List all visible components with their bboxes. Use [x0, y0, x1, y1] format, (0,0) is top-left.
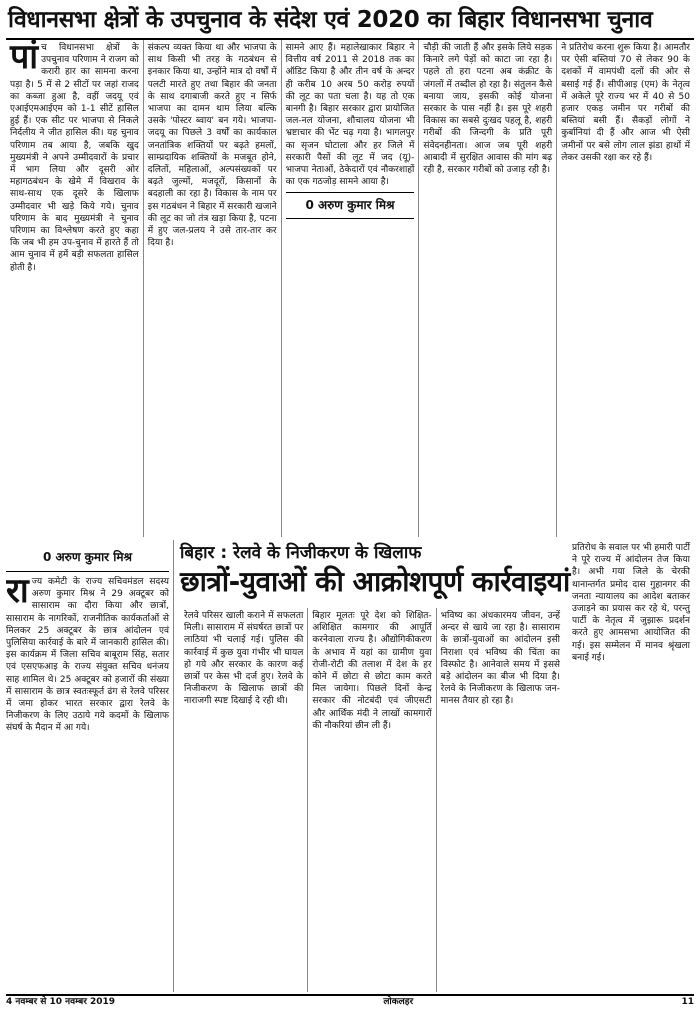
bottom-article-text-3: भविष्य का अंधकारमय जीवन, उन्हें अन्दर से खाये जा रहा है। सासाराम के छात्रों-युवाओं का आंदोलन इसी निराशा एवं भविष्य की चिंता का विस्फोट है। आनेवाले समय में इससे बड़े आंदोलन का बीज भी दिया है। रेलवे के निजीकरण के खिलाफ जन-मानस तैयार हो रहा है। — [440, 611, 560, 707]
bottom-article-column-2 — [308, 608, 436, 992]
lead-article-column-3 — [282, 40, 420, 537]
lead-byline: 0 अरुण कुमार मिश्र — [286, 192, 415, 218]
lead-article-text-2: संकल्प व्यक्त किया था और भाजपा के साथ किसी भी तरह के गठबंधन से इनकार किया था, उन्होंने मात्र दो वर्षों में पलटी मारते हुए तथा बिहार की जनता के साथ दगाबाजी करते हुए न सिर्फ भाजपा का दामन थाम लिया बल्कि उसके 'पोस्टर ब्वाय' बन गये। भाजपा-जदयू का पिछले 3 वर्षों का कार्यकाल जनतांत्रिक शक्तियों पर बढ़ते हमलों, साम्प्रदायिक शक्तियों के मजबूत होने, दलितों, महिलाओं, अल्पसंख्यकों पर बढ़ते जुल्मों, मजदूरों, किसानों के बदहाली का रहा है। विकास के नाम पर इस गठबंधन ने बिहार में सरकारी खजाने की लूट का जो तंत्र खड़ा किया है, पटना में हुए जल-प्रलय ने उसे तार-तार कर दिया है। — [147, 43, 277, 249]
lead-article — [6, 40, 694, 537]
side-article — [568, 540, 694, 992]
article-kicker: बिहार : रेलवे के निजीकरण के खिलाफ — [180, 543, 422, 563]
lead-article-text-4: चौड़ी की जाती हैं और इसके लिये सड़क किनारे लगे पेड़ों को काटा जा रहा है। पहले तो हरा पटना अब कंक्रीट के जंगलों में तब्दील हो रहा है। संतुलन कैसे बनाया जाय, इसकी कोई योजना सरकार के पास नहीं है। इस पूरे शहरी विकास का सबसे दुःखद पहलू है, शहरी गरीबों की जिन्दगी के प्रति पूरी संवेदनहीनता। आज जब पूरी शहरी आबादी में सुरक्षित आवास की मांग बढ़ रही है, सरकार गरीबों को उजाड़ रही है। — [423, 43, 553, 176]
lead-article-column-1 — [6, 40, 144, 537]
lead-article-text-5: ने प्रतिरोध करना शुरू किया है। आमतौर पर ऐसी बस्तियां 70 से लेकर 90 के दशकों में वामपंथी दलों की ओर से बसाई गई हैं। सीपीआइ (एम) के नेतृत्व में अकेले पूरे राज्य भर में 40 से 50 हजार एकड़ जमीन पर गरीबों की बस्तियां बसी हैं। सैकड़ों लोगों ने कुर्बानियां दी हैं और आज भी ऐसी जमीनों पर बसे लोग लाल झंडा हाथों में लेकर उसकी रक्षा कर रहे हैं। — [561, 43, 690, 163]
page-headline: विधानसभा क्षेत्रों के उपचुनाव के संदेश एवं 2020 का बिहार विधानसभा चुनाव — [6, 4, 694, 40]
side-article-text: प्रतिरोध के सवाल पर भी हमारी पार्टी ने पूरे राज्य में आंदोलन तेज किया है। अभी गया जिले के चेरकी थानान्तर्गत प्रमोद दास गुहानगर की जनता न्यायालय का आदेश बताकर उजाड़ने का प्रयास कर रहे थे, परन्तु पार्टी के नेतृत्व में जुझारू प्रदर्शन करते हुए आमसभा आयोजित की गई। इस सम्मेलन में मानव श्रृंखला बनाई गई। — [572, 543, 690, 663]
bottom-article-text-1: रेलवे परिसर खाली कराने में सफलता मिली। सासाराम में संघर्षरत छात्रों पर लाठियां भी चलाई गई। पुलिस की कार्रवाई में कुछ युवा गंभीर भी घायल हो गये और सरकार के कारण कई छात्रों पर केस भी दर्ज हुए। रेलवे के निजीकरण के खिलाफ छात्रों की नाराजगी स्पष्ट दिखाई दे रही थी। — [184, 611, 304, 707]
page-number: 11 — [681, 997, 694, 1007]
box-article-paragraph — [6, 571, 169, 735]
publication-name: लोकलहर — [383, 997, 414, 1007]
article-headline: छात्रों-युवाओं की आक्रोशपूर्ण कार्रवाइयां — [180, 565, 570, 598]
issue-date: 4 नवम्बर से 10 नवम्बर 2019 — [6, 997, 116, 1007]
bottom-article — [180, 608, 564, 992]
bottom-article-column-3 — [437, 608, 564, 992]
lead-article-column-2 — [144, 40, 282, 537]
dropcap: पां — [10, 40, 39, 77]
lead-article-text-3: सामने आए हैं। महालेखाकार बिहार ने वित्तीय वर्ष 2011 से 2018 तक का ऑडिट किया है और तीन वर्ष के अन्दर ही करीब 10 अरब 50 करोड़ रुपयों की लूट का पता चला है। यह तो एक बानगी है। बिहार सरकार द्वारा प्रायोजित जल-नल योजना, शौचालय योजना भी भ्रष्टाचार की भेंट चढ़ गया है। भागलपुर का सृजन घोटाला और हर जिले में सरकारी पैसों की लूट में जद (यू)-भाजपा नेताओं, ठेकेदारों एवं नौकरशाहों का एक गठजोड़ सामने आया है। — [285, 43, 415, 188]
bottom-article-text-2: बिहार मूलतः पूरे देश को शिक्षित-अशिक्षित कामगार की आपूर्ति करनेवाला राज्य है। औद्योगिकीकरण के अभाव में यहां का ग्रामीण युवा रोजी-रोटी की तलाश में देश के हर कोने में छोटा से छोटा काम करते मिल जायेगा। पिछले दिनों केन्द्र सरकार की नोटबंदी एवं जीएसटी और आर्थिक मंदी ने लाखों कामगारों की नौकरियां छीन ली हैं। — [312, 611, 432, 731]
box-article-text: ज्य कमेटी के राज्य सचिवमंडल सदस्य अरुण कुमार मिश्र ने 29 अक्टूबर को सासाराम का दौरा किया और छात्रों, सासाराम के नागरिकों, राजनीतिक कार्यकर्ताओं से मिलकर 25 अक्टूबर के छात्र आंदोलन एवं पुलिसिया कार्रवाई के बारे में जानकारी हासिल की। इस कार्यक्रम में जिला सचिव बाबूराम सिंह, सतार एवं एसएफआइ के राज्य संयुक्त सचिव धनंजय साह शामिल थे। 25 अक्टूबर को हजारों की संख्या में सासाराम के छात्र स्वतःस्फूर्त ढंग से रेलवे परिसर में जमा होकर भारत सरकार द्वारा रेलवे के निजीकरण के लिए उठाये गये कदमों के खिलाफ संघर्ष के मैदान में आ गये। — [6, 577, 169, 734]
box-article — [6, 540, 174, 992]
box-byline: 0 अरुण कुमार मिश्र — [6, 542, 169, 572]
bottom-article-column-1 — [180, 608, 308, 992]
lead-article-column-5 — [557, 40, 694, 537]
box-dropcap: रा — [6, 571, 29, 611]
lead-article-text-1: च विधानसभा क्षेत्रों के उपचुनाव परिणाम ने राजग को करारी हार का सामना करना पड़ा है। 5 में से 2 सीटों पर जहां राजद का कब्जा हुआ है, वहीं जदयू एवं एआईएमआईएम को 1-1 सीटें हासिल हुई हैं। एक सीट पर भाजपा से निकले निर्दलीय ने जीत हासिल की। यह चुनाव परिणाम तब आया है, जबकि खुद मुख्यमंत्री ने अपने उम्मीदवारों के प्रचार में भाग लिया और दूसरी ओर महागठबंधन के खेमे में विखराव के साथ-साथ एक दूसरे के खिलाफ उम्मीदवार भी खड़े किये गये। चुनाव परिणाम के बाद मुख्यमंत्री ने चुनाव परिणाम का विश्लेषण करते हुए कहा कि जब भी हम उप-चुनाव में हारते हैं तो आम चुनाव में हमें बड़ी सफलता हासिल होती है। — [10, 43, 139, 273]
lead-article-column-4 — [419, 40, 557, 537]
